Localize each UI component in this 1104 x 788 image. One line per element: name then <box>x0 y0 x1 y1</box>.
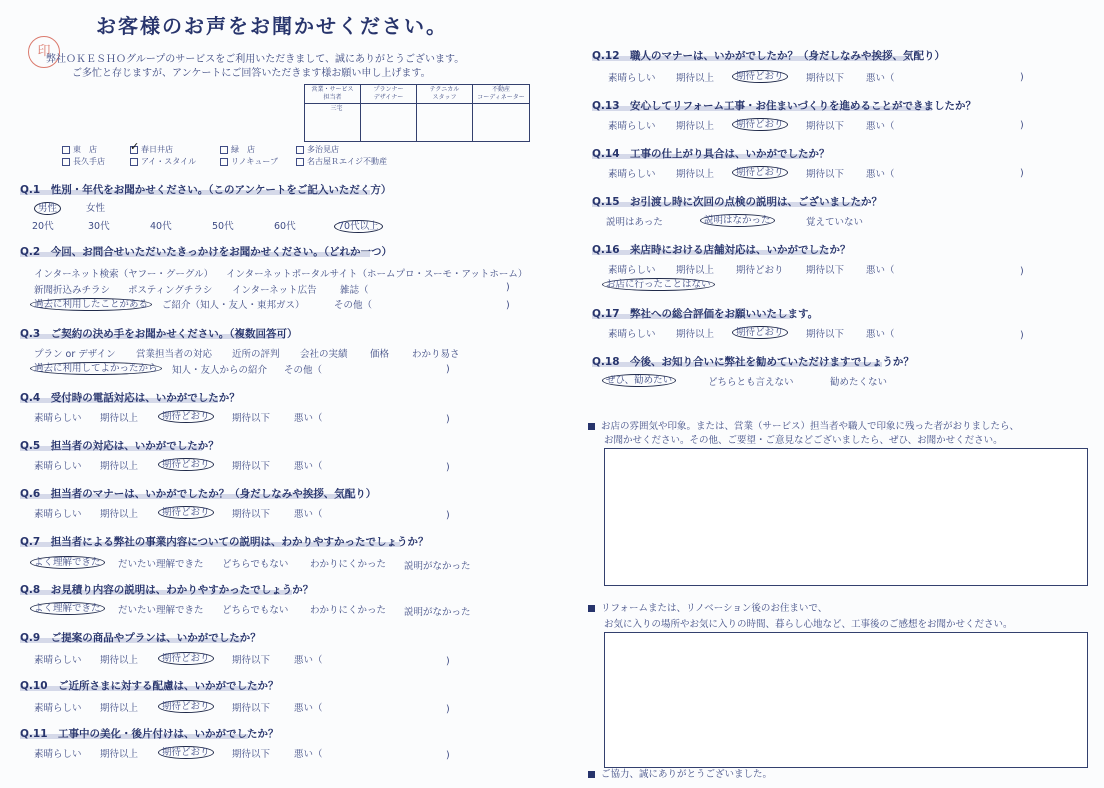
q16-opt-bad[interactable]: 悪い（ <box>866 265 895 276</box>
q18-opt-neutral[interactable]: どちらとも言えない <box>708 377 794 388</box>
q1-age-30[interactable]: 30代 <box>88 221 110 232</box>
staff-cell-realestate[interactable] <box>473 103 529 141</box>
bullet-square-icon <box>588 771 595 778</box>
q8-title: Q.8 お見積り内容の説明は、わかりやすかったでしょうか？ <box>20 584 314 596</box>
q1-age-20[interactable]: 20代 <box>32 221 54 232</box>
q2-option-past-use[interactable]: 過去に利用したことがある <box>34 296 152 310</box>
q14-opt-bad[interactable]: 悪い（ <box>866 169 895 180</box>
q11-bad-close: ) <box>446 750 450 761</box>
q6-opt-above[interactable]: 期待以上 <box>100 509 139 520</box>
q9-opt-above[interactable]: 期待以上 <box>100 655 139 666</box>
q2-option-referral[interactable]: ご紹介（知人・友人・東邦ガス） <box>162 300 305 311</box>
q12-opt-bad[interactable]: 悪い（ <box>866 73 895 84</box>
free1-prompt-line-2: お聞かせください。その他、ご要望・ご意見などございましたら、ぜひ、お聞かせください。 <box>604 435 1003 446</box>
q9-opt-bad[interactable]: 悪い（ <box>294 655 323 666</box>
store-checkbox-istyle[interactable]: アイ・スタイル <box>130 156 196 167</box>
q16-opt-above[interactable]: 期待以上 <box>676 265 715 276</box>
q13-opt-as-expected[interactable]: 期待どおり <box>736 116 788 130</box>
staff-header-realestate: 不動産 コーディネーター <box>477 86 525 101</box>
q13-opt-above[interactable]: 期待以上 <box>676 121 715 132</box>
q7-opt-well[interactable]: よく理解できた <box>34 554 105 568</box>
q1-option-female[interactable]: 女性 <box>86 203 106 214</box>
q2-option-posting[interactable]: ポスティングチラシ <box>128 285 213 296</box>
q3-option-plan[interactable]: プラン or デザイン <box>34 349 116 360</box>
q10-opt-excellent[interactable]: 素晴らしい <box>34 703 82 714</box>
q1-option-male[interactable]: 男性 <box>38 200 61 214</box>
store-checkbox-tajimi[interactable]: 多治見店 <box>296 144 339 155</box>
q3-other-close: ) <box>446 364 450 375</box>
q15-opt-not-explained[interactable]: 説明はなかった <box>704 212 775 226</box>
q11-opt-bad[interactable]: 悪い（ <box>294 749 323 760</box>
checkbox-icon <box>130 158 138 166</box>
q4-opt-bad[interactable]: 悪い（ <box>294 413 323 424</box>
q11-opt-as-expected[interactable]: 期待どおり <box>162 744 214 758</box>
q12-title: Q.12 職人のマナーは、いかがでしたか？（身だしなみや挨拶、気配り） <box>592 50 946 62</box>
q17-opt-above[interactable]: 期待以上 <box>676 329 715 340</box>
q2-option-other[interactable]: その他（ <box>334 300 373 311</box>
store-checkbox-renocube[interactable]: リノキューブ <box>220 156 278 167</box>
q11-title: Q.11 工事中の美化・後片付けは、いかがでしたか？ <box>20 728 279 740</box>
q3-option-other[interactable]: その他（ <box>284 365 323 376</box>
q17-opt-as-expected[interactable]: 期待どおり <box>736 324 788 338</box>
q10-opt-below[interactable]: 期待以下 <box>232 703 271 714</box>
q2-option-search[interactable]: インターネット検索（ヤフー・グーグル） <box>34 269 214 280</box>
company-seal-icon: 印 <box>28 36 60 68</box>
store-checkbox-east[interactable]: 東 店 <box>62 144 97 155</box>
q13-title: Q.13 安心してリフォーム工事・お住まいづくりを進めることができましたか？ <box>592 100 977 112</box>
q8-opt-neutral[interactable]: どちらでもない <box>222 605 289 616</box>
q3-title: Q.3 ご契約の決め手をお聞かせください。（複数回答可） <box>20 328 298 340</box>
q7-opt-mostly[interactable]: だいたい理解できた <box>118 559 204 570</box>
q16-opt-excellent[interactable]: 素晴らしい <box>608 265 656 276</box>
q9-bad-close: ) <box>446 656 450 667</box>
q12-opt-as-expected[interactable]: 期待どおり <box>736 68 788 82</box>
store-checkbox-kasugai[interactable]: ✓ 春日井店 <box>130 144 173 155</box>
q8-opt-well[interactable]: よく理解できた <box>34 600 105 614</box>
q12-opt-excellent[interactable]: 素晴らしい <box>608 73 656 84</box>
q3-option-acquaintance[interactable]: 知人・友人からの紹介 <box>172 365 268 376</box>
q14-bad-close: ) <box>1020 168 1024 179</box>
q5-bad-close: ) <box>446 462 450 473</box>
q12-opt-below[interactable]: 期待以下 <box>806 73 845 84</box>
free2-textarea[interactable] <box>604 632 1088 768</box>
q9-title: Q.9 ご提案の商品やプランは、いかがでしたか？ <box>20 632 261 644</box>
staff-header-planner: プランナー デザイナー <box>361 85 417 103</box>
q7-opt-no-explanation[interactable]: 説明がなかった <box>404 561 471 572</box>
q16-title: Q.16 来店時における店舗対応は、いかがでしたか？ <box>592 244 851 256</box>
checkbox-checked-icon <box>130 146 138 154</box>
q9-opt-excellent[interactable]: 素晴らしい <box>34 655 82 666</box>
q14-title: Q.14 工事の仕上がり具合は、いかがでしたか？ <box>592 148 830 160</box>
q16-opt-below[interactable]: 期待以下 <box>806 265 845 276</box>
q1-age-60[interactable]: 60代 <box>274 221 296 232</box>
q16-opt-as-expected[interactable]: 期待どおり <box>736 265 784 276</box>
bullet-square-icon <box>588 423 595 430</box>
q9-opt-below[interactable]: 期待以下 <box>232 655 271 666</box>
q17-title: Q.17 弊社への総合評価をお願いいたします。 <box>592 308 819 320</box>
q18-opt-not-recommend[interactable]: 勧めたくない <box>830 377 888 388</box>
q5-opt-as-expected[interactable]: 期待どおり <box>162 456 214 470</box>
q2-option-flyer[interactable]: 新聞折込みチラシ <box>34 285 111 296</box>
store-checkbox-nagoya-r[interactable]: 名古屋Ｒエイジ不動産 <box>296 156 387 167</box>
checkbox-icon <box>62 158 70 166</box>
q6-opt-excellent[interactable]: 素晴らしい <box>34 509 82 520</box>
q17-opt-excellent[interactable]: 素晴らしい <box>608 329 656 340</box>
q12-bad-close: ) <box>1020 72 1024 83</box>
bullet-square-icon <box>588 605 595 612</box>
q5-opt-above[interactable]: 期待以上 <box>100 461 139 472</box>
q3-option-clarity[interactable]: わかり易さ <box>412 349 460 360</box>
q4-opt-as-expected[interactable]: 期待どおり <box>162 408 214 422</box>
q3-option-sales-rep[interactable]: 営業担当者の対応 <box>136 349 213 360</box>
q15-title: Q.15 お引渡し時に次回の点検の説明は、ございましたか？ <box>592 196 883 208</box>
q17-bad-close: ) <box>1020 330 1024 341</box>
free1-prompt-line-1: お店の雰囲気や印象。または、営業（サービス）担当者や職人で印象に残った者がおりましたら、 <box>588 418 1019 432</box>
q8-opt-unclear[interactable]: わかりにくかった <box>310 605 387 616</box>
q10-opt-bad[interactable]: 悪い（ <box>294 703 323 714</box>
q16-bad-close: ) <box>1020 266 1024 277</box>
checkbox-icon <box>220 158 228 166</box>
q1-title: Q.1 性別・年代をお聞かせください。（このアンケートをご記入いただく方） <box>20 184 392 196</box>
q4-opt-below[interactable]: 期待以下 <box>232 413 271 424</box>
q2-title: Q.2 今回、お問合せいただいたきっかけをお聞かせください。（どれか一つ） <box>20 246 392 258</box>
q10-opt-as-expected[interactable]: 期待どおり <box>162 698 214 712</box>
q10-bad-close: ) <box>446 704 450 715</box>
staff-header-sales: 営業・サービス 担当者 <box>305 85 361 103</box>
q6-opt-as-expected[interactable]: 期待どおり <box>162 504 214 518</box>
q14-opt-excellent[interactable]: 素晴らしい <box>608 169 656 180</box>
q1-age-50[interactable]: 50代 <box>212 221 234 232</box>
q7-opt-neutral[interactable]: どちらでもない <box>222 559 289 570</box>
q2-option-web-ad[interactable]: インターネット広告 <box>232 285 317 296</box>
q10-title: Q.10 ご近所さまに対する配慮は、いかがでしたか？ <box>20 680 279 692</box>
q14-opt-above[interactable]: 期待以上 <box>676 169 715 180</box>
q5-opt-below[interactable]: 期待以下 <box>232 461 271 472</box>
q6-opt-bad[interactable]: 悪い（ <box>294 509 323 520</box>
intro-line-1: 弊社ＯＫＥＳＨＯグループのサービスをご利用いただきまして、誠にありがとうございます。 <box>46 54 465 65</box>
free2-prompt-line-2: お気に入りの場所やお気に入りの時間、暮らし心地など、工事後のご感想をお聞かせください。 <box>604 619 1013 630</box>
q2-option-magazine[interactable]: 雑誌（ <box>340 285 369 296</box>
staff-cell-planner[interactable] <box>361 103 417 141</box>
q8-opt-no-explanation[interactable]: 説明がなかった <box>404 607 471 618</box>
thanks-line: ご協力、誠にありがとうございました。 <box>588 766 772 780</box>
q4-title: Q.4 受付時の電話対応は、いかがでしたか？ <box>20 392 240 404</box>
q2-option-portal[interactable]: インターネットポータルサイト（ホームプロ・スーモ・アットホーム） <box>226 269 528 280</box>
q5-opt-bad[interactable]: 悪い（ <box>294 461 323 472</box>
checkbox-icon <box>220 146 228 154</box>
q8-opt-mostly[interactable]: だいたい理解できた <box>118 605 204 616</box>
q4-bad-close: ) <box>446 414 450 425</box>
q3-option-reputation[interactable]: 近所の評判 <box>232 349 280 360</box>
q7-opt-unclear[interactable]: わかりにくかった <box>310 559 387 570</box>
q5-title: Q.5 担当者の対応は、いかがでしたか？ <box>20 440 219 452</box>
q5-opt-excellent[interactable]: 素晴らしい <box>34 461 82 472</box>
q17-opt-bad[interactable]: 悪い（ <box>866 329 895 340</box>
q1-age-40[interactable]: 40代 <box>150 221 172 232</box>
q13-bad-close: ) <box>1020 120 1024 131</box>
q11-opt-excellent[interactable]: 素晴らしい <box>34 749 82 760</box>
store-checkbox-nagakute[interactable]: 長久手店 <box>62 156 105 167</box>
staff-header-technical: テクニカル スタッフ <box>417 85 473 103</box>
q18-opt-recommend[interactable]: ぜひ、勧めたい <box>606 372 676 386</box>
free2-prompt-line-1: リフォームまたは、リノベーション後のお住まいで、 <box>588 600 827 614</box>
q14-opt-as-expected[interactable]: 期待どおり <box>736 164 788 178</box>
staff-handwritten-name[interactable]: 三宅 <box>305 103 361 141</box>
free1-textarea[interactable] <box>604 448 1088 586</box>
q6-title: Q.6 担当者のマナーは、いかがでしたか？（身だしなみや挨拶、気配り） <box>20 488 377 500</box>
q11-opt-below[interactable]: 期待以下 <box>232 749 271 760</box>
q2-magazine-close: ) <box>506 282 510 293</box>
q15-opt-dont-remember[interactable]: 覚えていない <box>806 217 864 228</box>
q3-option-price[interactable]: 価格 <box>370 349 390 360</box>
q14-opt-below[interactable]: 期待以下 <box>806 169 845 180</box>
staff-table <box>304 84 530 142</box>
q6-bad-close: ) <box>446 510 450 521</box>
q11-opt-above[interactable]: 期待以上 <box>100 749 139 760</box>
q7-title: Q.7 担当者による弊社の事業内容についての説明は、わかりやすかったでしょうか？ <box>20 536 429 548</box>
q17-opt-below[interactable]: 期待以下 <box>806 329 845 340</box>
q10-opt-above[interactable]: 期待以上 <box>100 703 139 714</box>
checkbox-icon <box>62 146 70 154</box>
q4-opt-above[interactable]: 期待以上 <box>100 413 139 424</box>
q13-opt-excellent[interactable]: 素晴らしい <box>608 121 656 132</box>
q16-opt-never-visited[interactable]: お店に行ったことはない <box>606 276 715 290</box>
q3-option-track-record[interactable]: 会社の実績 <box>300 349 348 360</box>
q6-opt-below[interactable]: 期待以下 <box>232 509 271 520</box>
q12-opt-above[interactable]: 期待以上 <box>676 73 715 84</box>
q4-opt-excellent[interactable]: 素晴らしい <box>34 413 82 424</box>
q15-opt-explained[interactable]: 説明はあった <box>606 217 663 228</box>
checkbox-icon <box>296 158 304 166</box>
intro-line-2: ご多忙と存じますが、アンケートにご回答いただきます様お願い申し上げます。 <box>72 68 431 79</box>
q3-option-past-good[interactable]: 過去に利用してよかったから <box>34 360 162 374</box>
staff-cell-technical[interactable] <box>417 103 473 141</box>
store-checkbox-midori[interactable]: 緑 店 <box>220 144 255 155</box>
page-title: お客様のお声をお聞かせください。 <box>96 14 448 38</box>
q1-age-70plus[interactable]: 70代以上 <box>338 218 383 232</box>
q9-opt-as-expected[interactable]: 期待どおり <box>162 650 214 664</box>
q18-title: Q.18 今後、お知り合いに弊社を勧めていただけますでしょうか？ <box>592 356 914 368</box>
checkbox-icon <box>296 146 304 154</box>
q13-opt-below[interactable]: 期待以下 <box>806 121 845 132</box>
q13-opt-bad[interactable]: 悪い（ <box>866 121 895 132</box>
q2-other-close: ) <box>506 300 510 311</box>
